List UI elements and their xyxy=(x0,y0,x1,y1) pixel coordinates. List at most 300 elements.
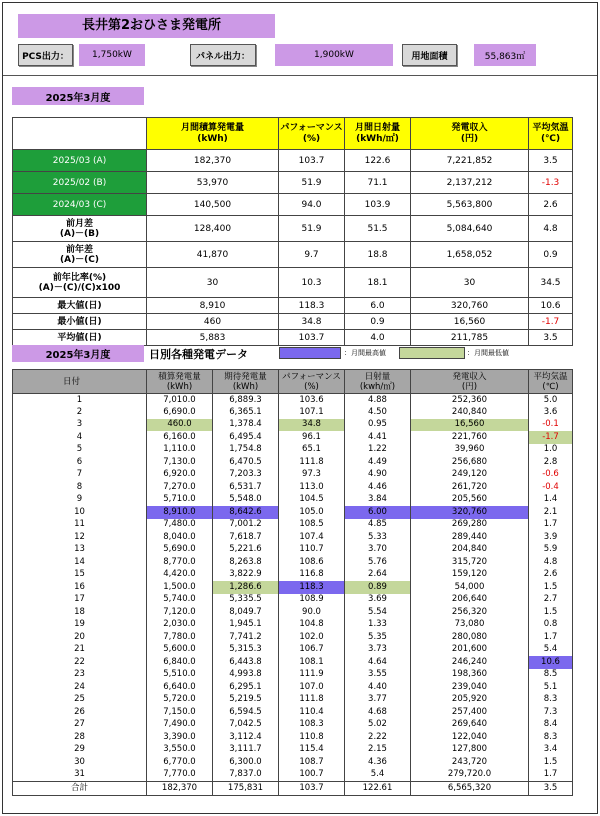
daily-cell: 5.4 xyxy=(529,644,573,657)
daily-cell: 2.64 xyxy=(345,569,411,582)
daily-row xyxy=(13,644,573,657)
daily-row xyxy=(13,694,573,707)
summary-cell: 0.9 xyxy=(345,314,411,330)
daily-col-header: 期待発電量 (kWh) xyxy=(213,370,279,394)
summary-cell: 3.5 xyxy=(529,330,573,346)
summary-col-header: 月間日射量 (kWh/㎡) xyxy=(345,118,411,150)
daily-row xyxy=(13,394,573,407)
daily-cell: 8,263.8 xyxy=(213,556,279,569)
daily-cell: 5.1 xyxy=(529,681,573,694)
summary-cell: 10.6 xyxy=(529,298,573,314)
summary-cell: 5,883 xyxy=(147,330,279,346)
daily-cell: 7,203.3 xyxy=(213,469,279,482)
daily-cell: 460.0 xyxy=(147,419,213,432)
daily-cell: -0.1 xyxy=(529,419,573,432)
daily-date: 20 xyxy=(13,631,147,644)
daily-cell: 5,510.0 xyxy=(147,669,213,682)
daily-cell: 6,690.0 xyxy=(147,406,213,419)
daily-cell: 4.68 xyxy=(345,706,411,719)
daily-date: 18 xyxy=(13,606,147,619)
daily-cell: 3.55 xyxy=(345,669,411,682)
summary-month-label: 2025年3月度 xyxy=(12,87,144,105)
summary-cell: 71.1 xyxy=(345,172,411,194)
daily-cell: 2.7 xyxy=(529,594,573,607)
daily-date: 2 xyxy=(13,406,147,419)
daily-row xyxy=(13,494,573,507)
daily-cell: 4.85 xyxy=(345,519,411,532)
daily-cell: 1,500.0 xyxy=(147,581,213,594)
daily-cell: 6.00 xyxy=(345,506,411,519)
summary-cell: 30 xyxy=(147,268,279,298)
daily-cell: 320,760 xyxy=(411,506,529,519)
daily-cell: 206,640 xyxy=(411,594,529,607)
summary-cell: -1.3 xyxy=(529,172,573,194)
daily-row xyxy=(13,569,573,582)
daily-cell: 3,111.7 xyxy=(213,744,279,757)
daily-cell: 110.4 xyxy=(279,706,345,719)
daily-cell: 5,548.0 xyxy=(213,494,279,507)
daily-cell: 6,443.8 xyxy=(213,656,279,669)
summary-cell: 51.5 xyxy=(345,216,411,242)
summary-row xyxy=(13,172,573,194)
daily-row xyxy=(13,581,573,594)
daily-row xyxy=(13,531,573,544)
daily-cell: 252,360 xyxy=(411,394,529,407)
daily-cell: 249,120 xyxy=(411,469,529,482)
daily-row xyxy=(13,544,573,557)
summary-row-label: 前年差 (A)－(C) xyxy=(13,242,147,268)
daily-date: 26 xyxy=(13,706,147,719)
daily-cell: 7,150.0 xyxy=(147,706,213,719)
daily-cell: -1.7 xyxy=(529,431,573,444)
daily-cell: 3.77 xyxy=(345,694,411,707)
daily-cell: 4.49 xyxy=(345,456,411,469)
daily-cell: 6,295.1 xyxy=(213,681,279,694)
daily-cell: 39,960 xyxy=(411,444,529,457)
daily-cell: 5,690.0 xyxy=(147,544,213,557)
daily-cell: 107.4 xyxy=(279,531,345,544)
summary-cell: 94.0 xyxy=(279,194,345,216)
daily-date: 13 xyxy=(13,544,147,557)
daily-cell: 5,710.0 xyxy=(147,494,213,507)
daily-cell: 111.8 xyxy=(279,456,345,469)
daily-row xyxy=(13,444,573,457)
summary-cell: 10.3 xyxy=(279,268,345,298)
summary-cell: 103.7 xyxy=(279,330,345,346)
daily-cell: 1.7 xyxy=(529,519,573,532)
daily-cell: 7,490.0 xyxy=(147,719,213,732)
daily-cell: 106.7 xyxy=(279,644,345,657)
summary-cell: 103.7 xyxy=(279,150,345,172)
daily-row xyxy=(13,556,573,569)
daily-cell: 2.1 xyxy=(529,506,573,519)
legend-max-swatch xyxy=(279,347,341,359)
daily-cell: 7,780.0 xyxy=(147,631,213,644)
daily-col-header: 日付 xyxy=(13,370,147,394)
daily-cell: 261,720 xyxy=(411,481,529,494)
summary-cell: 53,970 xyxy=(147,172,279,194)
daily-total-cell: 182,370 xyxy=(147,781,213,795)
daily-cell: 6,594.5 xyxy=(213,706,279,719)
daily-cell: 256,320 xyxy=(411,606,529,619)
daily-cell: 243,720 xyxy=(411,756,529,769)
daily-cell: 5.4 xyxy=(345,769,411,782)
daily-cell: 201,600 xyxy=(411,644,529,657)
summary-cell: 460 xyxy=(147,314,279,330)
daily-cell: 1.7 xyxy=(529,631,573,644)
daily-total-cell: 103.7 xyxy=(279,781,345,795)
daily-cell: 65.1 xyxy=(279,444,345,457)
daily-month-label: 2025年3月度 xyxy=(12,345,144,362)
summary-cell: 18.8 xyxy=(345,242,411,268)
daily-cell: 257,400 xyxy=(411,706,529,719)
daily-row xyxy=(13,756,573,769)
daily-cell: 8,049.7 xyxy=(213,606,279,619)
daily-total-cell: 122.61 xyxy=(345,781,411,795)
daily-cell: 8.4 xyxy=(529,719,573,732)
daily-date: 29 xyxy=(13,744,147,757)
land-area-value: 55,863㎡ xyxy=(474,44,536,66)
daily-cell: 7,618.7 xyxy=(213,531,279,544)
summary-cell: 3.5 xyxy=(529,150,573,172)
plant-title: 長井第2おひさま発電所 xyxy=(18,14,275,38)
daily-cell: 6,160.0 xyxy=(147,431,213,444)
daily-row xyxy=(13,769,573,782)
daily-cell: 116.8 xyxy=(279,569,345,582)
summary-cell: 5,084,640 xyxy=(411,216,529,242)
monthly-summary-table xyxy=(12,117,573,346)
legend-max-label: ：月間最高値 xyxy=(344,349,386,357)
summary-row xyxy=(13,150,573,172)
daily-cell: 34.8 xyxy=(279,419,345,432)
daily-cell: 5.0 xyxy=(529,394,573,407)
summary-row-label: 最小値(日) xyxy=(13,314,147,330)
daily-cell: 5.35 xyxy=(345,631,411,644)
daily-cell: 3,550.0 xyxy=(147,744,213,757)
daily-cell: 6,640.0 xyxy=(147,681,213,694)
daily-cell: -0.4 xyxy=(529,481,573,494)
daily-cell: 269,640 xyxy=(411,719,529,732)
daily-cell: 110.7 xyxy=(279,544,345,557)
daily-row xyxy=(13,506,573,519)
summary-cell: 51.9 xyxy=(279,216,345,242)
summary-cell: 2.6 xyxy=(529,194,573,216)
summary-cell: 103.9 xyxy=(345,194,411,216)
daily-row xyxy=(13,669,573,682)
daily-row xyxy=(13,656,573,669)
daily-date: 31 xyxy=(13,769,147,782)
daily-cell: 1,286.6 xyxy=(213,581,279,594)
daily-cell: 3.4 xyxy=(529,744,573,757)
daily-row xyxy=(13,419,573,432)
daily-cell: 1.5 xyxy=(529,756,573,769)
summary-cell: 182,370 xyxy=(147,150,279,172)
daily-date: 3 xyxy=(13,419,147,432)
daily-total-cell: 3.5 xyxy=(529,781,573,795)
daily-cell: 90.0 xyxy=(279,606,345,619)
daily-cell: 3.84 xyxy=(345,494,411,507)
daily-cell: 6,365.1 xyxy=(213,406,279,419)
daily-cell: 5,315.3 xyxy=(213,644,279,657)
daily-date: 8 xyxy=(13,481,147,494)
summary-cell: 7,221,852 xyxy=(411,150,529,172)
daily-cell: 4.8 xyxy=(529,556,573,569)
summary-cell: 1,658,052 xyxy=(411,242,529,268)
daily-cell: 5.02 xyxy=(345,719,411,732)
daily-cell: 205,920 xyxy=(411,694,529,707)
daily-cell: 4.64 xyxy=(345,656,411,669)
summary-row xyxy=(13,216,573,242)
daily-date: 28 xyxy=(13,731,147,744)
daily-date: 10 xyxy=(13,506,147,519)
daily-cell: 2.6 xyxy=(529,569,573,582)
daily-cell: 2.8 xyxy=(529,456,573,469)
daily-cell: 5,720.0 xyxy=(147,694,213,707)
daily-cell: 4.50 xyxy=(345,406,411,419)
daily-date: 21 xyxy=(13,644,147,657)
summary-cell: 122.6 xyxy=(345,150,411,172)
summary-row-label: 平均値(日) xyxy=(13,330,147,346)
daily-cell: 7,042.5 xyxy=(213,719,279,732)
summary-row xyxy=(13,314,573,330)
daily-date: 27 xyxy=(13,719,147,732)
summary-cell: 4.0 xyxy=(345,330,411,346)
summary-row xyxy=(13,268,573,298)
summary-cell: 2,137,212 xyxy=(411,172,529,194)
daily-date: 11 xyxy=(13,519,147,532)
panel-output-label: パネル出力： xyxy=(190,44,256,66)
daily-cell: 2,030.0 xyxy=(147,619,213,632)
daily-cell: 122,040 xyxy=(411,731,529,744)
daily-cell: 205,560 xyxy=(411,494,529,507)
daily-row xyxy=(13,706,573,719)
summary-cell: 211,785 xyxy=(411,330,529,346)
daily-cell: 107.0 xyxy=(279,681,345,694)
daily-cell: 269,280 xyxy=(411,519,529,532)
daily-date: 30 xyxy=(13,756,147,769)
daily-cell: 7,480.0 xyxy=(147,519,213,532)
panel-output-value: 1,900kW xyxy=(275,44,393,66)
daily-cell: 1.22 xyxy=(345,444,411,457)
daily-row xyxy=(13,719,573,732)
daily-cell: 1.4 xyxy=(529,494,573,507)
daily-date: 19 xyxy=(13,619,147,632)
daily-cell: 108.9 xyxy=(279,594,345,607)
summary-header-row xyxy=(13,118,573,150)
daily-total-label: 合計 xyxy=(13,781,147,795)
daily-row xyxy=(13,606,573,619)
daily-cell: 4.88 xyxy=(345,394,411,407)
summary-cell: 34.5 xyxy=(529,268,573,298)
daily-cell: 6,495.4 xyxy=(213,431,279,444)
daily-cell: 108.7 xyxy=(279,756,345,769)
daily-cell: 102.0 xyxy=(279,631,345,644)
daily-row xyxy=(13,406,573,419)
daily-cell: 108.5 xyxy=(279,519,345,532)
land-area-label: 用地面積 xyxy=(402,44,457,66)
daily-cell: 239,040 xyxy=(411,681,529,694)
daily-row xyxy=(13,594,573,607)
daily-cell: 6,470.5 xyxy=(213,456,279,469)
daily-cell: 0.95 xyxy=(345,419,411,432)
daily-cell: 315,720 xyxy=(411,556,529,569)
daily-cell: 8,910.0 xyxy=(147,506,213,519)
daily-cell: 104.8 xyxy=(279,619,345,632)
daily-cell: 280,080 xyxy=(411,631,529,644)
summary-row xyxy=(13,298,573,314)
daily-cell: 7,010.0 xyxy=(147,394,213,407)
daily-cell: 279,720.0 xyxy=(411,769,529,782)
daily-date: 22 xyxy=(13,656,147,669)
daily-cell: 1,378.4 xyxy=(213,419,279,432)
daily-cell: 1.5 xyxy=(529,606,573,619)
daily-data-title: 日別各種発電データ xyxy=(149,348,248,361)
daily-date: 6 xyxy=(13,456,147,469)
daily-cell: 4.40 xyxy=(345,681,411,694)
daily-cell: 1,110.0 xyxy=(147,444,213,457)
daily-cell: 6,840.0 xyxy=(147,656,213,669)
summary-cell: -1.7 xyxy=(529,314,573,330)
daily-cell: 1.7 xyxy=(529,769,573,782)
daily-cell: 4,420.0 xyxy=(147,569,213,582)
daily-cell: 4,993.8 xyxy=(213,669,279,682)
daily-date: 1 xyxy=(13,394,147,407)
daily-cell: 7,270.0 xyxy=(147,481,213,494)
daily-cell: 5,335.5 xyxy=(213,594,279,607)
daily-cell: 108.3 xyxy=(279,719,345,732)
daily-cell: 5,221.6 xyxy=(213,544,279,557)
daily-row xyxy=(13,469,573,482)
daily-cell: 289,440 xyxy=(411,531,529,544)
daily-row xyxy=(13,456,573,469)
daily-cell: 73,080 xyxy=(411,619,529,632)
daily-cell: 104.5 xyxy=(279,494,345,507)
summary-cell: 140,500 xyxy=(147,194,279,216)
daily-cell: 96.1 xyxy=(279,431,345,444)
summary-col-header: パフォーマンス (%) xyxy=(279,118,345,150)
daily-cell: 3.69 xyxy=(345,594,411,607)
daily-cell: 10.6 xyxy=(529,656,573,669)
summary-cell: 6.0 xyxy=(345,298,411,314)
daily-cell: 3,822.9 xyxy=(213,569,279,582)
daily-cell: 16,560 xyxy=(411,419,529,432)
daily-cell: 7,741.2 xyxy=(213,631,279,644)
daily-cell: 8,770.0 xyxy=(147,556,213,569)
daily-row xyxy=(13,519,573,532)
daily-cell: 8,642.6 xyxy=(213,506,279,519)
daily-cell: 2.22 xyxy=(345,731,411,744)
summary-cell: 18.1 xyxy=(345,268,411,298)
daily-cell: 118.3 xyxy=(279,581,345,594)
daily-date: 25 xyxy=(13,694,147,707)
legend-min-label: ：月間最低値 xyxy=(467,349,509,357)
daily-cell: 111.9 xyxy=(279,669,345,682)
daily-cell: 105.0 xyxy=(279,506,345,519)
daily-total-cell: 6,565,320 xyxy=(411,781,529,795)
daily-cell: 5.9 xyxy=(529,544,573,557)
daily-cell: 7,837.0 xyxy=(213,769,279,782)
daily-cell: 7,770.0 xyxy=(147,769,213,782)
daily-cell: 3.6 xyxy=(529,406,573,419)
daily-cell: 4.90 xyxy=(345,469,411,482)
daily-date: 7 xyxy=(13,469,147,482)
pcs-output-label: PCS出力： xyxy=(18,44,73,66)
daily-date: 17 xyxy=(13,594,147,607)
daily-cell: 113.0 xyxy=(279,481,345,494)
summary-cell: 8,910 xyxy=(147,298,279,314)
daily-row xyxy=(13,631,573,644)
summary-row-label: 2024/03 (C) xyxy=(13,194,147,216)
daily-row xyxy=(13,431,573,444)
daily-cell: 8.3 xyxy=(529,694,573,707)
daily-cell: 97.3 xyxy=(279,469,345,482)
summary-cell: 16,560 xyxy=(411,314,529,330)
daily-col-header: パフォーマンス (%) xyxy=(279,370,345,394)
summary-cell: 0.9 xyxy=(529,242,573,268)
daily-date: 15 xyxy=(13,569,147,582)
summary-row-label: 前月差 (A)－(B) xyxy=(13,216,147,242)
pcs-output-value: 1,750kW xyxy=(79,44,145,66)
summary-cell: 118.3 xyxy=(279,298,345,314)
daily-cell: 4.41 xyxy=(345,431,411,444)
summary-col-header: 月間積算発電量 (kWh) xyxy=(147,118,279,150)
daily-cell: 6,770.0 xyxy=(147,756,213,769)
daily-cell: 3.9 xyxy=(529,531,573,544)
daily-row xyxy=(13,731,573,744)
daily-cell: 107.1 xyxy=(279,406,345,419)
summary-row-label: 2025/02 (B) xyxy=(13,172,147,194)
legend-min-swatch xyxy=(399,347,465,359)
daily-cell: 221,760 xyxy=(411,431,529,444)
daily-cell: 6,889.3 xyxy=(213,394,279,407)
daily-cell: 3.70 xyxy=(345,544,411,557)
daily-cell: 256,680 xyxy=(411,456,529,469)
daily-date: 14 xyxy=(13,556,147,569)
daily-cell: 7,001.2 xyxy=(213,519,279,532)
daily-cell: 0.8 xyxy=(529,619,573,632)
daily-row xyxy=(13,681,573,694)
daily-cell: 3.73 xyxy=(345,644,411,657)
daily-cell: 1.0 xyxy=(529,444,573,457)
daily-header-row xyxy=(13,370,573,394)
summary-col-header: 発電収入 (円) xyxy=(411,118,529,150)
daily-cell: 5.33 xyxy=(345,531,411,544)
daily-cell: 108.6 xyxy=(279,556,345,569)
daily-cell: 4.46 xyxy=(345,481,411,494)
daily-date: 12 xyxy=(13,531,147,544)
summary-row xyxy=(13,330,573,346)
daily-cell: 1,754.8 xyxy=(213,444,279,457)
daily-cell: 5,600.0 xyxy=(147,644,213,657)
daily-col-header: 日射量 (kwh/㎡) xyxy=(345,370,411,394)
daily-col-header: 発電収入 (円) xyxy=(411,370,529,394)
header-divider xyxy=(3,75,597,76)
daily-cell: 159,120 xyxy=(411,569,529,582)
daily-row xyxy=(13,744,573,757)
daily-row xyxy=(13,619,573,632)
daily-cell: 110.8 xyxy=(279,731,345,744)
summary-cell: 5,563,800 xyxy=(411,194,529,216)
daily-cell: 246,240 xyxy=(411,656,529,669)
daily-cell: 115.4 xyxy=(279,744,345,757)
daily-total-row xyxy=(13,781,573,795)
daily-date: 4 xyxy=(13,431,147,444)
daily-cell: 54,000 xyxy=(411,581,529,594)
daily-cell: 8.5 xyxy=(529,669,573,682)
summary-row xyxy=(13,194,573,216)
daily-cell: 1.33 xyxy=(345,619,411,632)
daily-cell: 108.1 xyxy=(279,656,345,669)
